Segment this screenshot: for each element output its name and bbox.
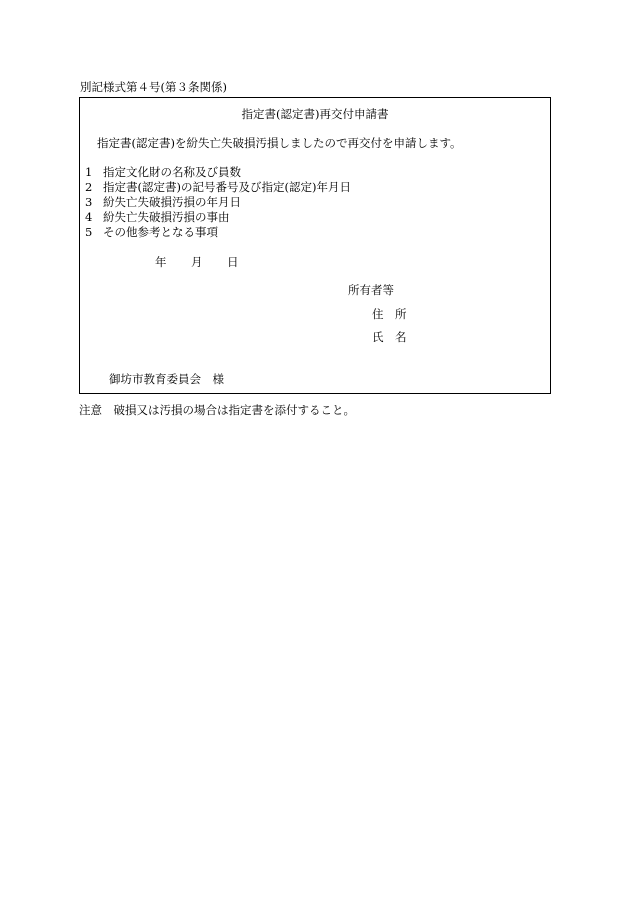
item-text: 指定文化財の名称及び員数 xyxy=(103,165,241,179)
date-line xyxy=(155,257,239,269)
item-number: 5 xyxy=(85,225,93,239)
item-number: 3 xyxy=(85,195,93,209)
item-list xyxy=(85,167,351,242)
date-month-label: 月 xyxy=(191,255,203,269)
application-form-box xyxy=(79,97,551,394)
address-label: 住 所 xyxy=(372,307,407,321)
item-text: 指定書(認定書)の記号番号及び指定(認定)年月日 xyxy=(103,180,351,194)
item-text: 紛失亡失破損汚損の年月日 xyxy=(103,195,241,209)
note-text: 注意 破損又は汚損の場合は指定書を添付すること。 xyxy=(79,403,355,417)
form-title: 指定書(認定書)再交付申請書 xyxy=(241,107,389,121)
item-number: 1 xyxy=(85,165,93,179)
date-day-label: 日 xyxy=(227,255,239,269)
application-statement: 指定書(認定書)を紛失亡失破損汚損しましたので再交付を申請します。 xyxy=(97,136,462,150)
form-number-label: 別記様式第４号(第３条関係) xyxy=(80,80,227,94)
name-label: 氏 名 xyxy=(372,330,407,344)
item-number: 2 xyxy=(85,180,93,194)
item-number: 4 xyxy=(85,210,93,224)
item-text: その他参考となる事項 xyxy=(103,225,218,239)
item-text: 紛失亡失破損汚損の事由 xyxy=(103,210,230,224)
owner-label: 所有者等 xyxy=(348,283,394,297)
recipient-line: 御坊市教育委員会 様 xyxy=(109,372,224,386)
date-year-label: 年 xyxy=(155,255,167,269)
list-item xyxy=(85,227,351,242)
